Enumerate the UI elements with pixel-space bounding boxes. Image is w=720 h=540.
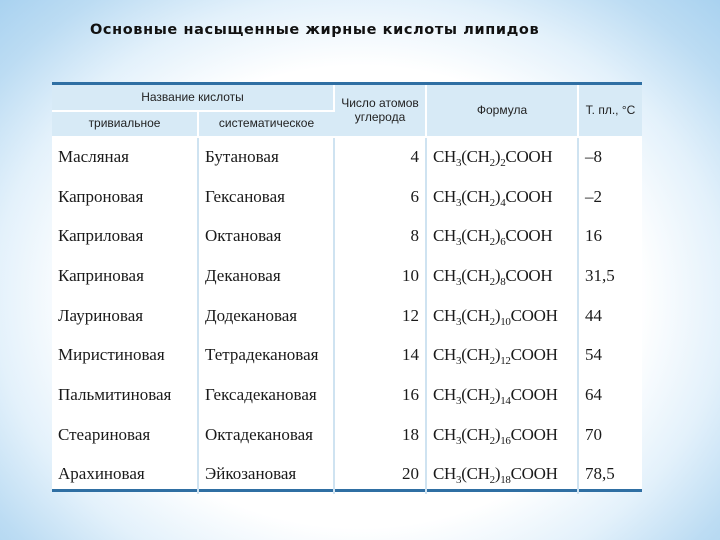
formula-h-subscript: 3 (456, 275, 462, 288)
formula-cell (426, 256, 578, 296)
formula-cell (426, 177, 578, 217)
formula-cooh: COOH (505, 186, 553, 206)
formula-cell (426, 415, 578, 455)
formula-ch: CH (433, 265, 457, 285)
formula-close-paren: ) (494, 345, 501, 365)
formula-ch2-subscript: 2 (489, 275, 495, 288)
header-carbon-atoms: Число атомов углерода (334, 85, 426, 137)
carbon-count-cell: 14 (334, 335, 426, 375)
formula-close-paren: ) (494, 186, 501, 206)
systematic-name-cell: Додекановая (198, 296, 334, 336)
carbon-count-cell: 18 (334, 415, 426, 455)
systematic-name-cell: Гексановая (198, 177, 334, 217)
formula-close-paren: ) (494, 265, 501, 285)
formula-cooh: COOH (510, 464, 558, 484)
table-row (52, 455, 642, 495)
formula-h-subscript: 3 (456, 394, 462, 407)
formula-ch: CH (433, 186, 457, 206)
header-formula: Формула (426, 85, 578, 137)
formula-h-subscript: 3 (456, 355, 462, 368)
melting-point-cell: 64 (585, 384, 602, 404)
formula-n-subscript: 2 (500, 157, 506, 170)
formula-cell (426, 216, 578, 256)
table-row (52, 375, 642, 415)
formula-cell (426, 137, 578, 177)
acid-table-grid (52, 85, 642, 494)
trivial-name-cell: Пальмитиновая (52, 375, 198, 415)
formula-n-subscript: 8 (500, 275, 506, 288)
formula-cooh: COOH (510, 305, 558, 325)
formula-cooh: COOH (505, 226, 553, 246)
table-row (52, 137, 642, 177)
table-row (52, 415, 642, 455)
formula-open-ch2: (CH (461, 226, 490, 246)
header-melting-point: Т. пл., °С (578, 85, 642, 137)
melting-point-cell: –8 (585, 147, 602, 167)
formula-close-paren: ) (494, 384, 501, 404)
formula-ch: CH (433, 147, 457, 167)
formula-open-ch2: (CH (461, 186, 490, 206)
systematic-name-cell: Тетрадекановая (198, 335, 334, 375)
formula-ch: CH (433, 384, 457, 404)
formula-h-subscript: 3 (456, 474, 462, 487)
formula-h-subscript: 3 (456, 157, 462, 170)
formula-n-subscript: 4 (500, 196, 506, 209)
formula-cooh: COOH (510, 345, 558, 365)
formula-n-subscript: 16 (500, 434, 511, 447)
formula-cooh: COOH (510, 384, 558, 404)
melting-point-cell: –2 (585, 186, 602, 206)
systematic-name-cell: Октановая (198, 216, 334, 256)
formula-cooh: COOH (510, 424, 558, 444)
table-row (52, 216, 642, 256)
formula-ch2-subscript: 2 (489, 355, 495, 368)
systematic-name-cell: Октадекановая (198, 415, 334, 455)
systematic-name-cell: Декановая (198, 256, 334, 296)
carbon-count-cell: 6 (334, 177, 426, 217)
formula-open-ch2: (CH (461, 464, 490, 484)
melting-point-cell: 54 (585, 345, 602, 365)
formula-cell (426, 335, 578, 375)
formula-cell (426, 296, 578, 336)
formula-ch: CH (433, 305, 457, 325)
trivial-name-cell: Каприловая (52, 216, 198, 256)
melting-point-cell: 44 (585, 305, 602, 325)
trivial-name-cell: Масляная (52, 137, 198, 177)
formula-close-paren: ) (494, 147, 501, 167)
melting-point-cell: 31,5 (585, 265, 615, 285)
systematic-name-cell: Бутановая (198, 137, 334, 177)
formula-ch2-subscript: 2 (489, 474, 495, 487)
formula-ch: CH (433, 464, 457, 484)
formula-close-paren: ) (494, 226, 501, 246)
systematic-name-cell: Гексадекановая (198, 375, 334, 415)
formula-close-paren: ) (494, 424, 501, 444)
formula-ch2-subscript: 2 (489, 394, 495, 407)
header-systematic: систематическое (198, 111, 334, 137)
carbon-count-cell: 8 (334, 216, 426, 256)
formula-open-ch2: (CH (461, 384, 490, 404)
formula-cell (426, 375, 578, 415)
table-row (52, 256, 642, 296)
formula-ch2-subscript: 2 (489, 434, 495, 447)
formula-n-subscript: 14 (500, 394, 511, 407)
trivial-name-cell: Арахиновая (52, 455, 198, 495)
carbon-count-cell: 4 (334, 137, 426, 177)
table-row (52, 177, 642, 217)
formula-open-ch2: (CH (461, 345, 490, 365)
formula-n-subscript: 6 (500, 236, 506, 249)
formula-cooh: COOH (505, 147, 553, 167)
formula-ch: CH (433, 424, 457, 444)
formula-close-paren: ) (494, 464, 501, 484)
slide-title: Основные насыщенные жирные кислоты липидов (90, 22, 540, 38)
trivial-name-cell: Капроновая (52, 177, 198, 217)
formula-open-ch2: (CH (461, 147, 490, 167)
melting-point-cell: 70 (585, 424, 602, 444)
formula-cell (426, 455, 578, 495)
formula-ch: CH (433, 226, 457, 246)
formula-ch2-subscript: 2 (489, 157, 495, 170)
formula-h-subscript: 3 (456, 196, 462, 209)
header-trivial: тривиальное (52, 111, 198, 137)
trivial-name-cell: Каприновая (52, 256, 198, 296)
carbon-count-cell: 20 (334, 455, 426, 495)
systematic-name-cell: Эйкозановая (198, 455, 334, 495)
formula-ch: CH (433, 345, 457, 365)
fatty-acids-table (52, 82, 642, 492)
trivial-name-cell: Лауриновая (52, 296, 198, 336)
formula-ch2-subscript: 2 (489, 315, 495, 328)
formula-h-subscript: 3 (456, 315, 462, 328)
formula-h-subscript: 3 (456, 434, 462, 447)
formula-open-ch2: (CH (461, 265, 490, 285)
formula-open-ch2: (CH (461, 305, 490, 325)
table-row (52, 335, 642, 375)
formula-h-subscript: 3 (456, 236, 462, 249)
formula-n-subscript: 10 (500, 315, 511, 328)
header-acid-name: Название кислоты (52, 85, 334, 111)
formula-cooh: COOH (505, 265, 553, 285)
formula-close-paren: ) (494, 305, 501, 325)
formula-n-subscript: 18 (500, 474, 511, 487)
melting-point-cell: 16 (585, 226, 602, 246)
table-body (52, 137, 642, 494)
formula-ch2-subscript: 2 (489, 196, 495, 209)
formula-n-subscript: 12 (500, 355, 511, 368)
formula-ch2-subscript: 2 (489, 236, 495, 249)
table-row (52, 296, 642, 336)
trivial-name-cell: Стеариновая (52, 415, 198, 455)
carbon-count-cell: 12 (334, 296, 426, 336)
carbon-count-cell: 16 (334, 375, 426, 415)
formula-open-ch2: (CH (461, 424, 490, 444)
trivial-name-cell: Миристиновая (52, 335, 198, 375)
melting-point-cell: 78,5 (585, 464, 615, 484)
carbon-count-cell: 10 (334, 256, 426, 296)
